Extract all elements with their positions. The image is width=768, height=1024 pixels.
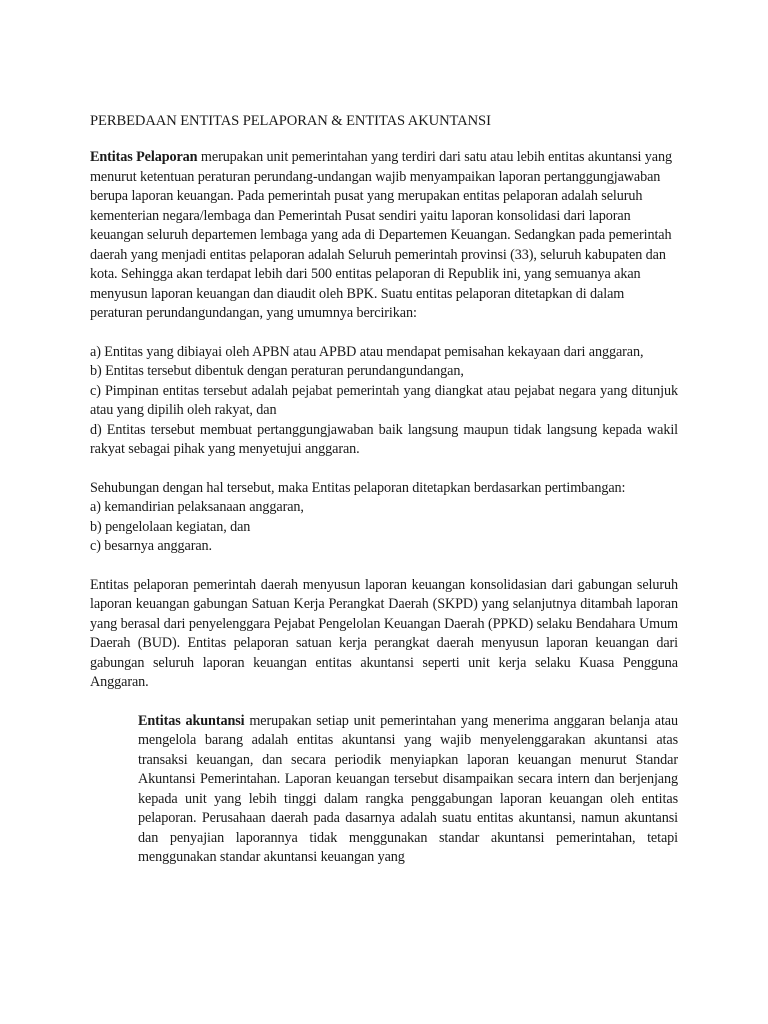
list-item: b) Entitas tersebut dibentuk dengan peraturan perundangundangan, xyxy=(90,363,464,379)
list-item: a) Entitas yang dibiayai oleh APBN atau APBD atau mendapat pemisahan kekayaan dari anggaran, xyxy=(90,343,644,360)
list-item: b) pengelolaan kegiatan, dan xyxy=(90,518,251,535)
list-item: c) Pimpinan entitas tersebut adalah pejabat pemerintah yang diangkat atau pejabat negara yang ditunjuk atau yang dipilih oleh rakyat, dan xyxy=(90,382,678,418)
term-entitas-akuntansi: Entitas akuntansi xyxy=(138,712,245,729)
paragraph-konsolidasi: Entitas pelaporan pemerintah daerah menyusun laporan keuangan konsolidasian dari gabungan seluruh laporan keuangan gabungan Satuan Kerja Perangkat Daerah (SKPD) yang selanjutnya ditambah laporan yang berasal dari penyelenggara Pejabat Pengelolan Keuangan Daerah (PPKD) selaku Bendahara Umum Daerah (BUD). Entitas pelaporan satuan kerja perangkat daerah menyusun laporan keuangan dari gabungan seluruh laporan keuangan entitas akuntansi seperti unit kerja selaku Kuasa Pengguna Anggaran. xyxy=(90,576,678,690)
paragraph-entitas-pelaporan-text: merupakan unit pemerintahan yang terdiri dari satu atau lebih entitas akuntansi yang menurut ketentuan peraturan perundang-undangan wajib menyampaikan laporan pertanggungjawaban berupa laporan keuangan. Pada pemerintah pusat yang merupakan entitas pelaporan adalah seluruh kementerian negara/lembaga dan Pemerintah Pusat sendiri yaitu laporan konsolidasi dari laporan keuangan seluruh departemen lembaga yang ada di Departemen Keuangan. Sedangkan pada pemerintah daerah yang menjadi entitas pelaporan adalah Seluruh pemerintah provinsi (33), seluruh kabupaten dan kota. Sehingga akan terdapat lebih dari 500 entitas pelaporan di Republik ini, yang semuanya akan menyusun laporan keuangan dan diaudit oleh BPK. Suatu entitas pelaporan ditetapkan di dalam peraturan perundangundangan, yang umumnya bercirikan: xyxy=(90,149,672,321)
document-body xyxy=(90,111,678,868)
list-item: d) Entitas tersebut membuat pertanggungjawaban baik langsung maupun tidak langsung kepada wakil rakyat sebagai pihak yang menyetujui anggaran. xyxy=(90,421,678,457)
paragraph-entitas-akuntansi-text: merupakan setiap unit pemerintahan yang menerima anggaran belanja atau mengelola barang adalah entitas akuntansi yang wajib menyelenggarakan akuntansi atas transaksi keuangan, dan secara periodik menyiapkan laporan keuangan menurut Standar Akuntansi Pemerintahan. Laporan keuangan tersebut disampaikan secara intern dan berjenjang kepada unit yang lebih tinggi dalam rangka penggabungan laporan keuangan oleh entitas pelaporan. Perusahaan daerah pada dasarnya adalah suatu entitas akuntansi, namun akuntansi dan penyajian laporannya tidak menggunakan standar akuntansi pemerintahan, tetapi menggunakan standar akuntansi keuangan yang xyxy=(138,712,678,865)
paragraph-entitas-pelaporan xyxy=(90,148,678,324)
paragraph-entitas-akuntansi xyxy=(90,712,678,868)
document-title: PERBEDAAN ENTITAS PELAPORAN & ENTITAS AKUNTANSI xyxy=(90,113,491,129)
paragraph-pertimbangan: Sehubungan dengan hal tersebut, maka Entitas pelaporan ditetapkan berdasarkan pertimbangan: xyxy=(90,479,626,496)
list-item: c) besarnya anggaran. xyxy=(90,538,212,554)
term-entitas-pelaporan: Entitas Pelaporan xyxy=(90,149,198,165)
criteria-list xyxy=(90,343,678,460)
list-item: a) kemandirian pelaksanaan anggaran, xyxy=(90,499,304,515)
consideration-list xyxy=(90,498,678,557)
